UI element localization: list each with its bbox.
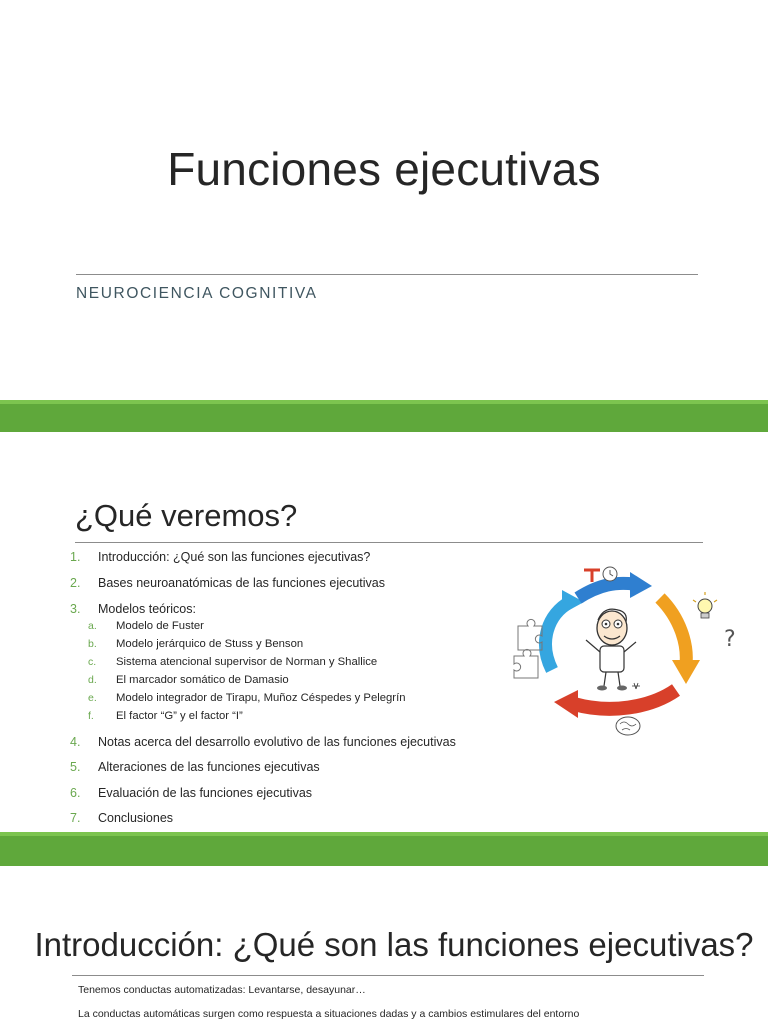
- blue-arrowhead: [630, 572, 652, 598]
- agenda-subitem-letter: e.: [88, 692, 97, 704]
- executive-functions-cycle-illustration: [500, 562, 748, 744]
- agenda-item-number: 3.: [70, 602, 81, 616]
- thinking-person-icon: [586, 609, 636, 690]
- agenda-subitem-text: Sistema atencional supervisor de Norman y Shallice: [116, 656, 378, 668]
- agenda-item-number: 7.: [70, 811, 81, 825]
- agenda-item-text: Evaluación de las funciones ejecutivas: [98, 786, 313, 800]
- puzzle-piece-icon: [514, 649, 538, 678]
- agenda-subitem-text: Modelo de Fuster: [116, 620, 204, 632]
- agenda-subitem-text: Modelo integrador de Tirapu, Muñoz Céspedes y Pelegrín: [116, 692, 406, 704]
- introduction-title: Introducción: ¿Qué son las funciones ejecutivas?: [34, 926, 754, 963]
- slide-separator-green-band: [0, 832, 768, 866]
- introduction-paragraph: La conductas automáticas surgen como respuesta a situaciones dadas y a cambios estimulares del entorno: [78, 1008, 580, 1020]
- agenda-subitem-text: El factor “G” y el factor “I”: [116, 710, 243, 722]
- introduction-divider: [72, 975, 704, 976]
- hourglass-icon: [584, 570, 600, 582]
- agenda-subitem-text: El marcador somático de Damasio: [116, 674, 289, 686]
- light-bulb-icon: [693, 592, 717, 618]
- agenda-item-number: 6.: [70, 786, 81, 800]
- slide-agenda: [0, 432, 768, 832]
- title-divider: [76, 274, 698, 275]
- agenda-subitem-letter: a.: [88, 620, 97, 632]
- agenda-item-number: 1.: [70, 550, 81, 564]
- puzzle-piece-icon: [518, 619, 542, 650]
- agenda-item-text: Notas acerca del desarrollo evolutivo de las funciones ejecutivas: [98, 735, 456, 749]
- agenda-item-text: Conclusiones: [98, 811, 174, 825]
- agenda-item-text: Bases neuroanatómicas de las funciones ejecutivas: [98, 576, 385, 590]
- agenda-subitem-letter: c.: [88, 656, 97, 668]
- presentation-title: Funciones ejecutivas: [167, 143, 601, 195]
- slide-introduction: [0, 866, 768, 1024]
- brain-icon: [616, 717, 640, 735]
- agenda-item-number: 5.: [70, 760, 81, 774]
- presentation-subtitle: NEUROCIENCIA COGNITIVA: [76, 285, 318, 302]
- orange-arrowhead: [672, 660, 700, 684]
- blue-cycle-arrow: [578, 583, 634, 598]
- agenda-item-number: 4.: [70, 735, 81, 749]
- agenda-title: ¿Qué veremos?: [75, 498, 298, 533]
- agenda-subitem-letter: b.: [88, 638, 97, 650]
- agenda-item-text: Alteraciones de las funciones ejecutivas: [98, 760, 320, 774]
- agenda-item-text: Modelos teóricos:: [98, 602, 196, 616]
- ant-icon: [632, 683, 640, 689]
- red-arrowhead: [554, 690, 578, 718]
- introduction-paragraph: Tenemos conductas automatizadas: Levantarse, desayunar…: [78, 984, 366, 996]
- agenda-item-number: 2.: [70, 576, 81, 590]
- agenda-item-text: Introducción: ¿Qué son las funciones ejecutivas?: [98, 550, 371, 564]
- question-mark-icon: ?: [724, 627, 736, 652]
- slide-separator-green-band: [0, 400, 768, 432]
- slide-title: [0, 0, 768, 400]
- agenda-subitem-letter: d.: [88, 674, 97, 686]
- cyan-cycle-arrow: [546, 602, 570, 670]
- red-cycle-arrow: [574, 690, 676, 709]
- agenda-subitem-text: Modelo jerárquico de Stuss y Benson: [116, 638, 304, 650]
- band-highlight: [0, 400, 768, 404]
- agenda-subitem-letter: f.: [88, 710, 94, 722]
- band-highlight: [0, 832, 768, 836]
- orange-cycle-arrow: [660, 598, 686, 664]
